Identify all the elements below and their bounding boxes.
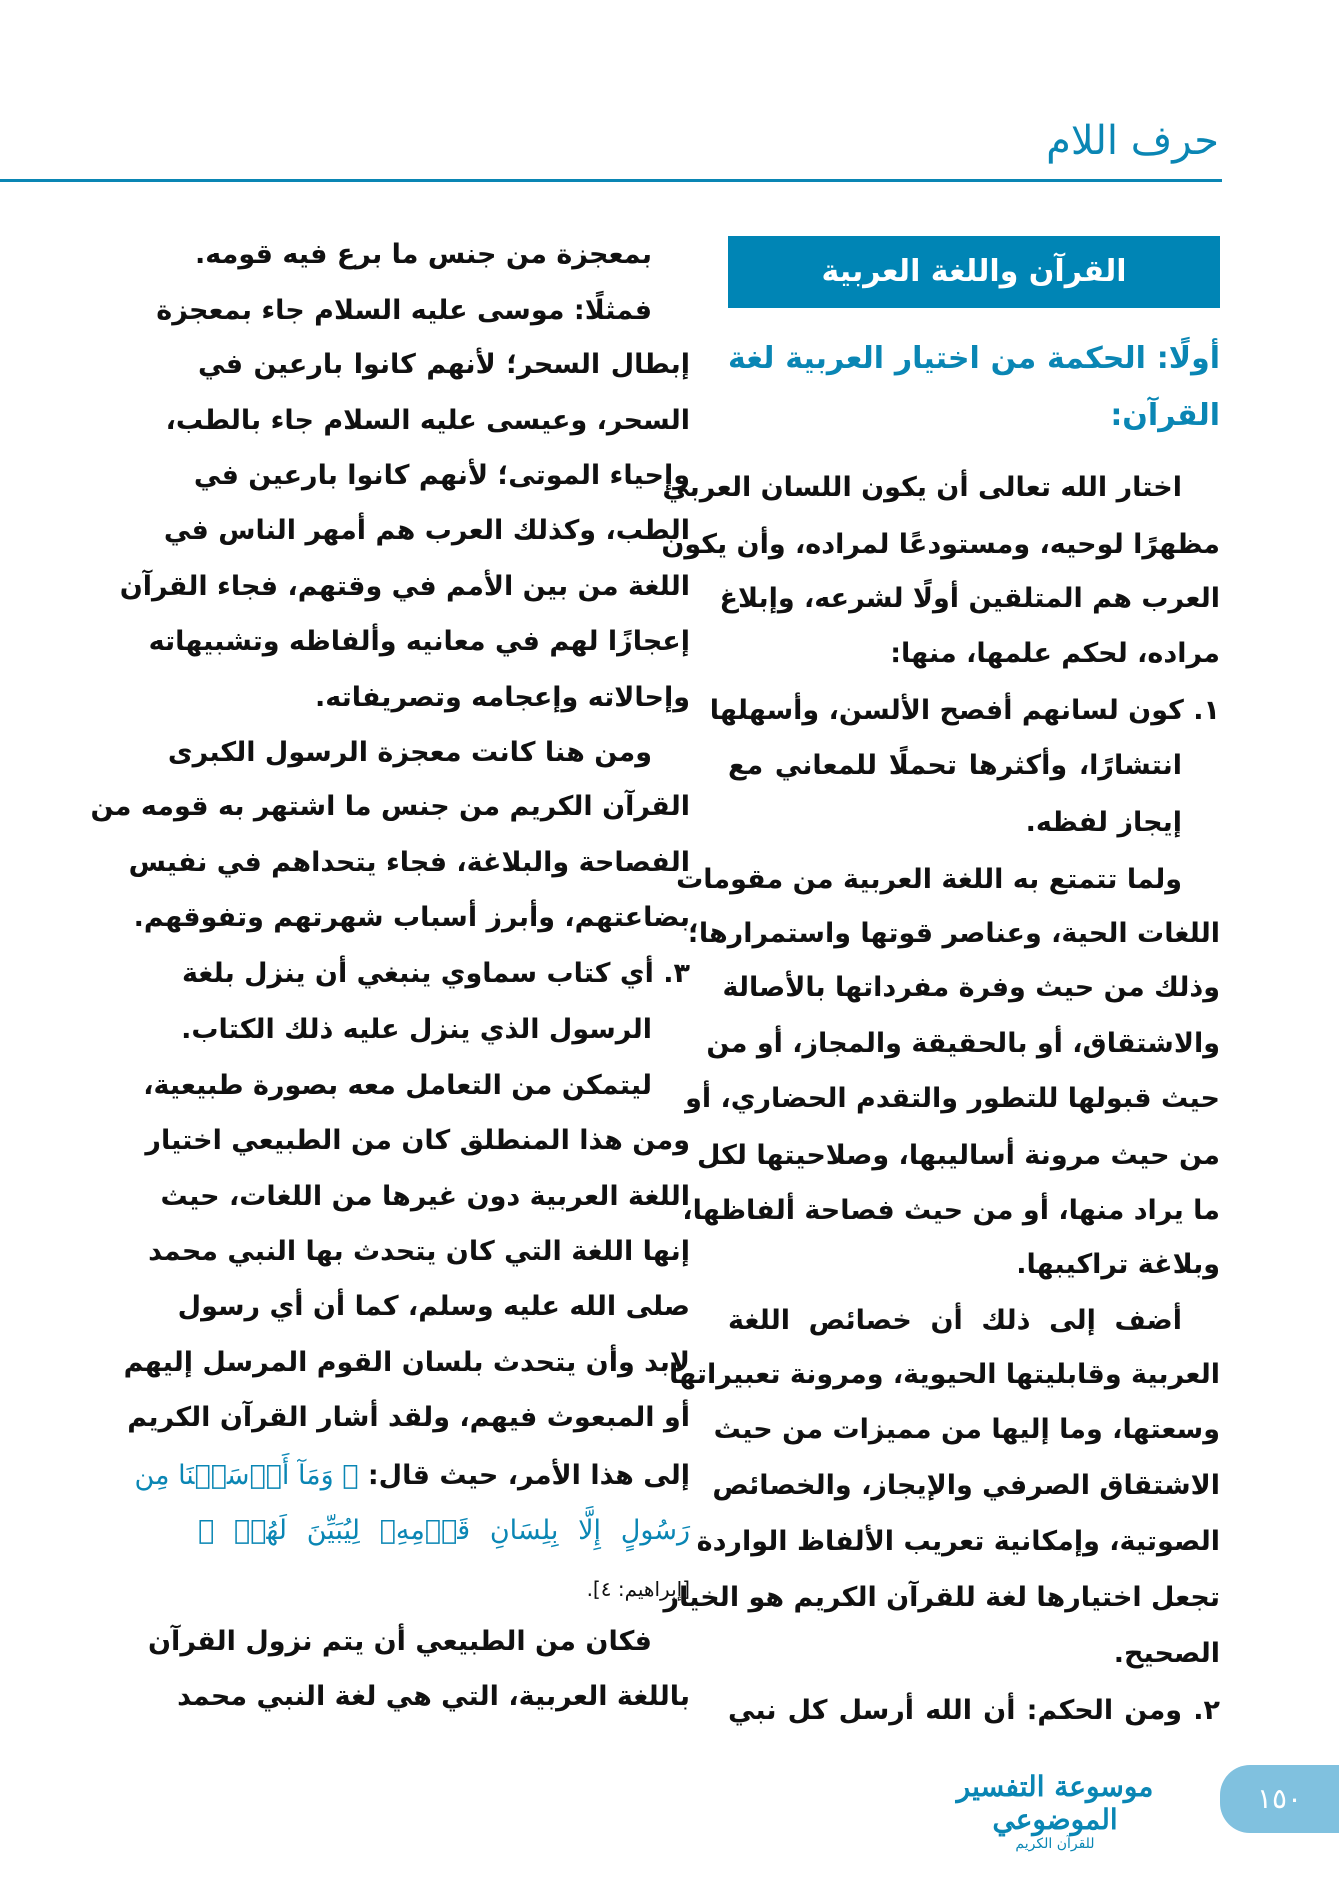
quote-intro: إلى هذا الأمر، حيث قال: bbox=[358, 1460, 690, 1491]
paragraph-line: ٣. أي كتاب سماوي ينبغي أن ينزل بلغة bbox=[181, 958, 690, 989]
paragraph-line: إنها اللغة التي كان يتحدث بها النبي محمد bbox=[148, 1236, 690, 1267]
paragraph-line: إبطال السحر؛ لأنهم كانوا بارعين في bbox=[198, 349, 690, 380]
right-column bbox=[661, 0, 1220, 1800]
paragraph-line: اختار الله تعالى أن يكون اللسان العربي bbox=[662, 472, 1182, 503]
paragraph-line: حيث قبولها للتطور والتقدم الحضاري، أو bbox=[685, 1083, 1220, 1114]
paragraph-line: أو المبعوث فيهم، ولقد أشار القرآن الكريم bbox=[127, 1402, 690, 1433]
paragraph-line: ومن هنا كانت معجزة الرسول الكبرى bbox=[167, 737, 652, 768]
paragraph-line: صلى الله عليه وسلم، كما أن أي رسول bbox=[177, 1291, 690, 1322]
subheading-line: أولًا: الحكمة من اختيار العربية لغة bbox=[728, 341, 1220, 376]
paragraph-line: مظهرًا لوحيه، ومستودعًا لمراده، وأن يكون bbox=[661, 529, 1220, 560]
paragraph-line: ومن هذا المنطلق كان من الطبيعي اختيار bbox=[145, 1125, 690, 1156]
paragraph-line: العرب هم المتلقين أولًا لشرعه، وإبلاغ bbox=[719, 583, 1220, 614]
paragraph-line: الطب، وكذلك العرب هم أمهر الناس في bbox=[163, 515, 690, 546]
paragraph-line: لابد وأن يتحدث بلسان القوم المرسل إليهم bbox=[123, 1347, 690, 1378]
paragraph-line: الصحيح. bbox=[1113, 1638, 1220, 1669]
left-column bbox=[90, 0, 690, 1800]
paragraph-line: وإحالاته وإعجامه وتصريفاته. bbox=[314, 682, 690, 713]
paragraph-line: ٢. ومن الحكم: أن الله أرسل كل نبي bbox=[728, 1695, 1220, 1726]
paragraph-line: ولما تتمتع به اللغة العربية من مقومات bbox=[676, 864, 1182, 895]
paragraph-line: وذلك من حيث وفرة مفرداتها بالأصالة bbox=[722, 972, 1220, 1003]
paragraph-line: الفصاحة والبلاغة، فجاء يتحداهم في نفيس bbox=[128, 847, 690, 878]
chapter-title: حرف اللام bbox=[1046, 118, 1219, 164]
paragraph-line: بضاعتهم، وأبرز أسباب شهرتهم وتفوقهم. bbox=[133, 902, 690, 933]
encyclopedia-logo bbox=[930, 1770, 1180, 1852]
paragraph-line: فمثلًا: موسى عليه السلام جاء بمعجزة bbox=[156, 295, 652, 326]
paragraph-line: إيجاز لفظه. bbox=[1025, 807, 1182, 838]
paragraph-line: وبلاغة تراكيبها. bbox=[1016, 1249, 1220, 1280]
paragraph-line: ليتمكن من التعامل معه بصورة طبيعية، bbox=[143, 1070, 652, 1101]
paragraph-line: تجعل اختيارها لغة للقرآن الكريم هو الخيار bbox=[663, 1582, 1220, 1613]
quran-verse: ﴿ وَمَآ أَرۡسَلۡنَا مِن bbox=[134, 1460, 359, 1491]
paragraph-line: فكان من الطبيعي أن يتم نزول القرآن bbox=[148, 1626, 652, 1657]
paragraph-line: اللغات الحية، وعناصر قوتها واستمرارها؛ bbox=[688, 918, 1220, 949]
paragraph-line: وإحياء الموتى؛ لأنهم كانوا بارعين في bbox=[193, 460, 690, 491]
subheading-line: القرآن: bbox=[1110, 398, 1220, 433]
paragraph-line: ما يراد منها، أو من حيث فصاحة ألفاظها، bbox=[682, 1195, 1220, 1226]
paragraph-line: اللغة من بين الأمم في وقتهم، فجاء القرآن bbox=[119, 571, 690, 602]
paragraph-line: الرسول الذي ينزل عليه ذلك الكتاب. bbox=[181, 1014, 652, 1045]
paragraph-line: اللغة العربية دون غيرها من اللغات، حيث bbox=[160, 1181, 690, 1212]
paragraph-line: من حيث مرونة أساليبها، وصلاحيتها لكل bbox=[696, 1140, 1220, 1171]
paragraph-line: وسعتها، وما إليها من مميزات من حيث bbox=[713, 1414, 1220, 1445]
paragraph-line: إعجازًا لهم في معانيه وألفاظه وتشبيهاته bbox=[148, 626, 690, 657]
quote-line-1 bbox=[134, 1452, 690, 1500]
paragraph-line: مراده، لحكم علمها، منها: bbox=[890, 638, 1220, 669]
paragraph-line: الصوتية، وإمكانية تعريب الألفاظ الواردة bbox=[696, 1526, 1220, 1557]
paragraph-line: السحر، وعيسى عليه السلام جاء بالطب، bbox=[165, 405, 690, 436]
paragraph-line: باللغة العربية، التي هي لغة النبي محمد bbox=[177, 1681, 690, 1712]
paragraph-line: والاشتقاق، أو بالحقيقة والمجاز، أو من bbox=[706, 1028, 1220, 1059]
page-number: ١٥٠ bbox=[1220, 1765, 1339, 1833]
logo-title: موسوعة التفسير الموضوعي bbox=[956, 1770, 1154, 1836]
section-title: القرآن واللغة العربية bbox=[728, 236, 1220, 308]
paragraph-line: ١. كون لسانهم أفصح الألسن، وأسهلها bbox=[709, 695, 1220, 726]
paragraph-line: أضف إلى ذلك أن خصائص اللغة bbox=[728, 1305, 1182, 1336]
paragraph-line: انتشارًا، وأكثرها تحملًا للمعاني مع bbox=[728, 750, 1182, 781]
logo-subtitle: للقرآن الكريم bbox=[1015, 1836, 1095, 1852]
quran-verse-line-2: رَسُولٍ إِلَّا بِلِسَانِ قَوۡمِهِۦ لِيُبَيِّنَ لَهُمۡ ﴾ bbox=[198, 1515, 690, 1546]
paragraph-line: الاشتقاق الصرفي والإيجاز، والخصائص bbox=[712, 1470, 1220, 1501]
paragraph-line: القرآن الكريم من جنس ما اشتهر به قومه من bbox=[90, 791, 690, 822]
paragraph-line: بمعجزة من جنس ما برع فيه قومه. bbox=[195, 239, 652, 270]
verse-reference: [إبراهيم: ٤]. bbox=[586, 1577, 690, 1601]
paragraph-line: العربية وقابليتها الحيوية، ومرونة تعبيراتها bbox=[668, 1359, 1220, 1390]
